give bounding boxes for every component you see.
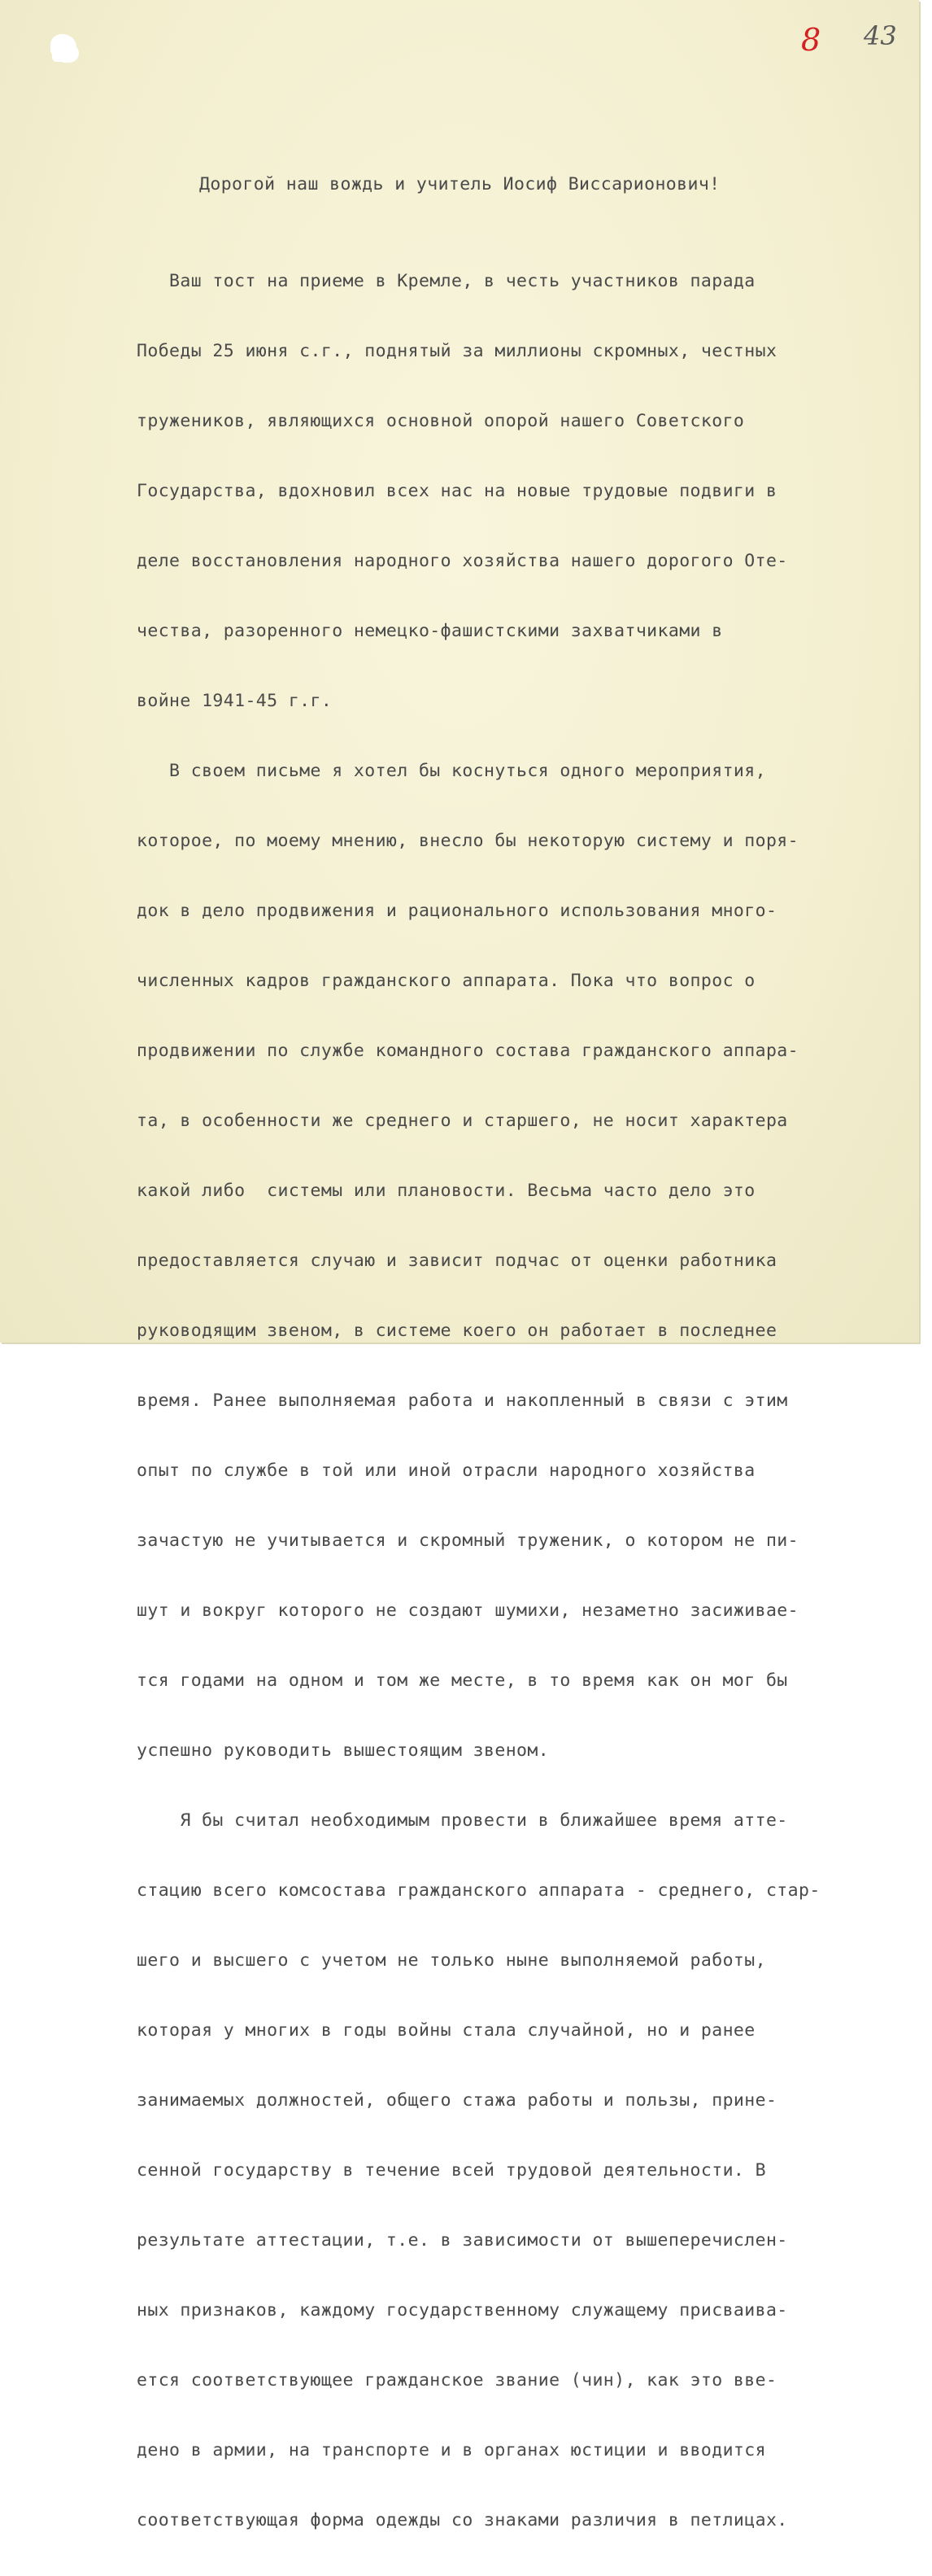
letter-line: тружеников, являющихся основной опорой нашего Советского — [137, 411, 745, 431]
letter-line: чества, разоренного немецко-фашистскими захватчиками в — [137, 621, 723, 641]
letter-line: Я бы считал необходимым провести в ближайшее время атте- — [137, 1810, 788, 1831]
letter-line: деле восстановления народного хозяйства нашего дорогого Оте- — [137, 551, 788, 571]
letter-line: руководящим звеном, в системе коего он работает в последнее — [137, 1321, 777, 1341]
letter-line: стацию всего комсостава гражданского аппарата - среднего, стар- — [137, 1880, 821, 1901]
letter-line: результате аттестации, т.е. в зависимости от вышеперечислен- — [137, 2230, 788, 2251]
letter-line: дено в армии, на транспорте и в органах юстиции и вводится — [137, 2440, 766, 2460]
letter-line: Победы 25 июня с.г., поднятый за миллионы скромных, честных — [137, 341, 777, 361]
letter-line: которое, по моему мнению, внесло бы некоторую систему и поря- — [137, 831, 799, 851]
letter-line: которая у многих в годы войны стала случайной, но и ранее — [137, 2020, 756, 2041]
letter-line: опыт по службе в той или иной отрасли народного хозяйства — [137, 1460, 756, 1481]
letter-line: занимаемых должностей, общего стажа работы и пользы, прине- — [137, 2090, 777, 2111]
letter-line: зачастую не учитывается и скромный труженик, о котором не пи- — [137, 1530, 799, 1551]
letter-line: тся годами на одном и том же месте, в то время как он мог бы — [137, 1670, 788, 1691]
letter-line: какой либо системы или плановости. Весьма часто дело это — [137, 1181, 756, 1201]
letter-line: сенной государству в течение всей трудовой деятельности. В — [137, 2160, 766, 2181]
letter-line: продвижении по службе командного состава гражданского аппара- — [137, 1041, 799, 1061]
letter-line: ных признаков, каждому государственному служащему присваива- — [137, 2300, 788, 2321]
letter-line: Государства, вдохновил всех нас на новые трудовые подвиги в — [137, 481, 777, 501]
folio-number-red: 8 — [801, 22, 821, 58]
letter-line: предоставляется случаю и зависит подчас от оценки работника — [137, 1251, 777, 1271]
letter-body — [137, 226, 821, 2576]
paper-damage-mark — [50, 34, 76, 59]
letter-line: успешно руководить вышестоящим звеном. — [137, 1740, 550, 1761]
letter-line: шут и вокруг которого не создают шумихи, незаметно засиживае- — [137, 1600, 799, 1621]
letter-line: Ваш тост на приеме в Кремле, в честь участников парада — [137, 271, 756, 291]
letter-line: ется соответствующее гражданское звание (чин), как это вве- — [137, 2370, 777, 2390]
letter-line: войне 1941-45 г.г. — [137, 691, 333, 711]
letter-line: В своем письме я хотел бы коснуться одного мероприятия, — [137, 761, 766, 781]
letter-line: шего и высшего с учетом не только ныне выполняемой работы, — [137, 1950, 766, 1971]
letter-line: док в дело продвижения и рационального использования много- — [137, 901, 777, 921]
letter-line: время. Ранее выполняемая работа и накопленный в связи с этим — [137, 1391, 788, 1411]
letter-line: соответствующая форма одежды со знаками различия в петлицах. — [137, 2510, 788, 2530]
letter-line: численных кадров гражданского аппарата. Пока что вопрос о — [137, 971, 756, 991]
letter-salutation: Дорогой наш вождь и учитель Иосиф Виссарионович! — [199, 174, 721, 194]
folio-number-pencil: 43 — [864, 20, 897, 51]
letter-line: та, в особенности же среднего и старшего, не носит характера — [137, 1111, 788, 1131]
